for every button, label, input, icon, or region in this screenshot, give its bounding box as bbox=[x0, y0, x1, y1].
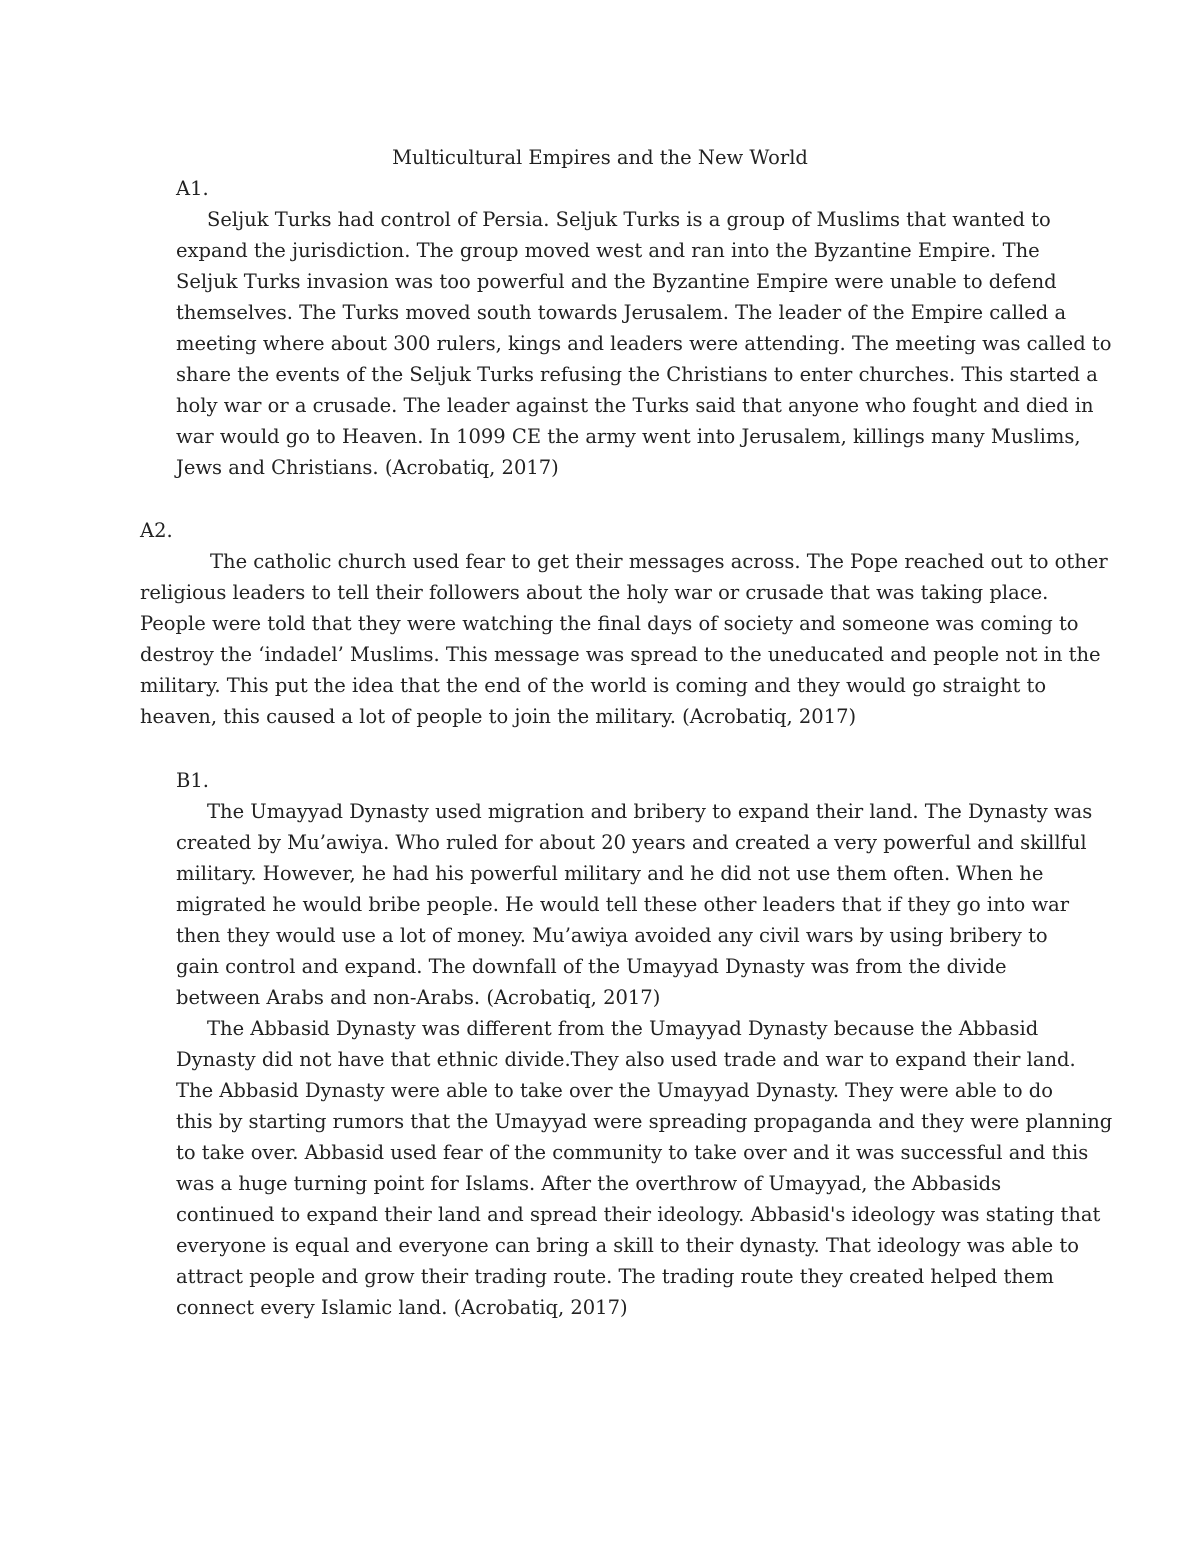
text-line: continued to expand their land and spread their ideology. Abbasid's ideology was stating that bbox=[176, 1203, 1101, 1226]
text-line: gain control and expand. The downfall of the Umayyad Dynasty was from the divide bbox=[176, 955, 1007, 978]
text-line: People were told that they were watching the final days of society and someone was coming to bbox=[140, 612, 1079, 635]
text-line: destroy the ‘indadel’ Muslims. This message was spread to the uneducated and people not in the bbox=[140, 643, 1101, 666]
document-title: Multicultural Empires and the New World bbox=[392, 146, 808, 169]
text-line: between Arabs and non-Arabs. (Acrobatiq, 2017) bbox=[176, 986, 661, 1009]
text-line: share the events of the Seljuk Turks refusing the Christians to enter churches. This started a bbox=[176, 363, 1098, 386]
text-line: The Abbasid Dynasty were able to take over the Umayyad Dynasty. They were able to do bbox=[176, 1079, 1053, 1102]
text-line: connect every Islamic land. (Acrobatiq, 2017) bbox=[176, 1296, 628, 1319]
text-line: this by starting rumors that the Umayyad were spreading propaganda and they were planning bbox=[176, 1110, 1113, 1133]
text-line: themselves. The Turks moved south towards Jerusalem. The leader of the Empire called a bbox=[176, 301, 1067, 324]
section-heading-a1: A1. bbox=[176, 177, 209, 200]
text-line: then they would use a lot of money. Mu’awiya avoided any civil wars by using bribery to bbox=[176, 924, 1048, 947]
text-line: attract people and grow their trading route. The trading route they created helped them bbox=[176, 1265, 1054, 1288]
text-line: created by Mu’awiya. Who ruled for about 20 years and created a very powerful and skillful bbox=[176, 831, 1087, 854]
text-line: Jews and Christians. (Acrobatiq, 2017) bbox=[176, 456, 559, 479]
section-b1 bbox=[176, 765, 1112, 1323]
text-line: religious leaders to tell their followers about the holy war or crusade that was taking place. bbox=[140, 581, 1049, 604]
text-line: to take over. Abbasid used fear of the community to take over and it was successful and this bbox=[176, 1141, 1089, 1164]
section-a1 bbox=[176, 173, 1111, 483]
text-line: Seljuk Turks invasion was too powerful and the Byzantine Empire were unable to defend bbox=[176, 270, 1057, 293]
text-line: heaven, this caused a lot of people to join the military. (Acrobatiq, 2017) bbox=[140, 705, 857, 728]
text-line: Dynasty did not have that ethnic divide.They also used trade and war to expand their land. bbox=[176, 1048, 1076, 1071]
text-line: migrated he would bribe people. He would tell these other leaders that if they go into war bbox=[176, 893, 1070, 916]
text-line: military. However, he had his powerful military and he did not use them often. When he bbox=[176, 862, 1044, 885]
text-line: everyone is equal and everyone can bring a skill to their dynasty. That ideology was able to bbox=[176, 1234, 1079, 1257]
text-line: Seljuk Turks had control of Persia. Seljuk Turks is a group of Muslims that wanted to bbox=[207, 208, 1051, 231]
text-line: The catholic church used fear to get their messages across. The Pope reached out to other bbox=[210, 550, 1108, 573]
section-heading-a2: A2. bbox=[140, 519, 173, 542]
section-heading-b1: B1. bbox=[176, 769, 209, 792]
text-line: The Abbasid Dynasty was different from the Umayyad Dynasty because the Abbasid bbox=[207, 1017, 1039, 1040]
text-line: military. This put the idea that the end of the world is coming and they would go straight to bbox=[140, 674, 1047, 697]
text-line: expand the jurisdiction. The group moved west and ran into the Byzantine Empire. The bbox=[176, 239, 1040, 262]
text-line: holy war or a crusade. The leader against the Turks said that anyone who fought and died in bbox=[176, 394, 1094, 417]
section-a2 bbox=[140, 515, 1108, 732]
text-line: war would go to Heaven. In 1099 CE the army went into Jerusalem, killings many Muslims, bbox=[176, 425, 1081, 448]
text-line: was a huge turning point for Islams. After the overthrow of Umayyad, the Abbasids bbox=[176, 1172, 1002, 1195]
text-line: The Umayyad Dynasty used migration and bribery to expand their land. The Dynasty was bbox=[207, 800, 1093, 823]
text-line: meeting where about 300 rulers, kings and leaders were attending. The meeting was called to bbox=[176, 332, 1112, 355]
